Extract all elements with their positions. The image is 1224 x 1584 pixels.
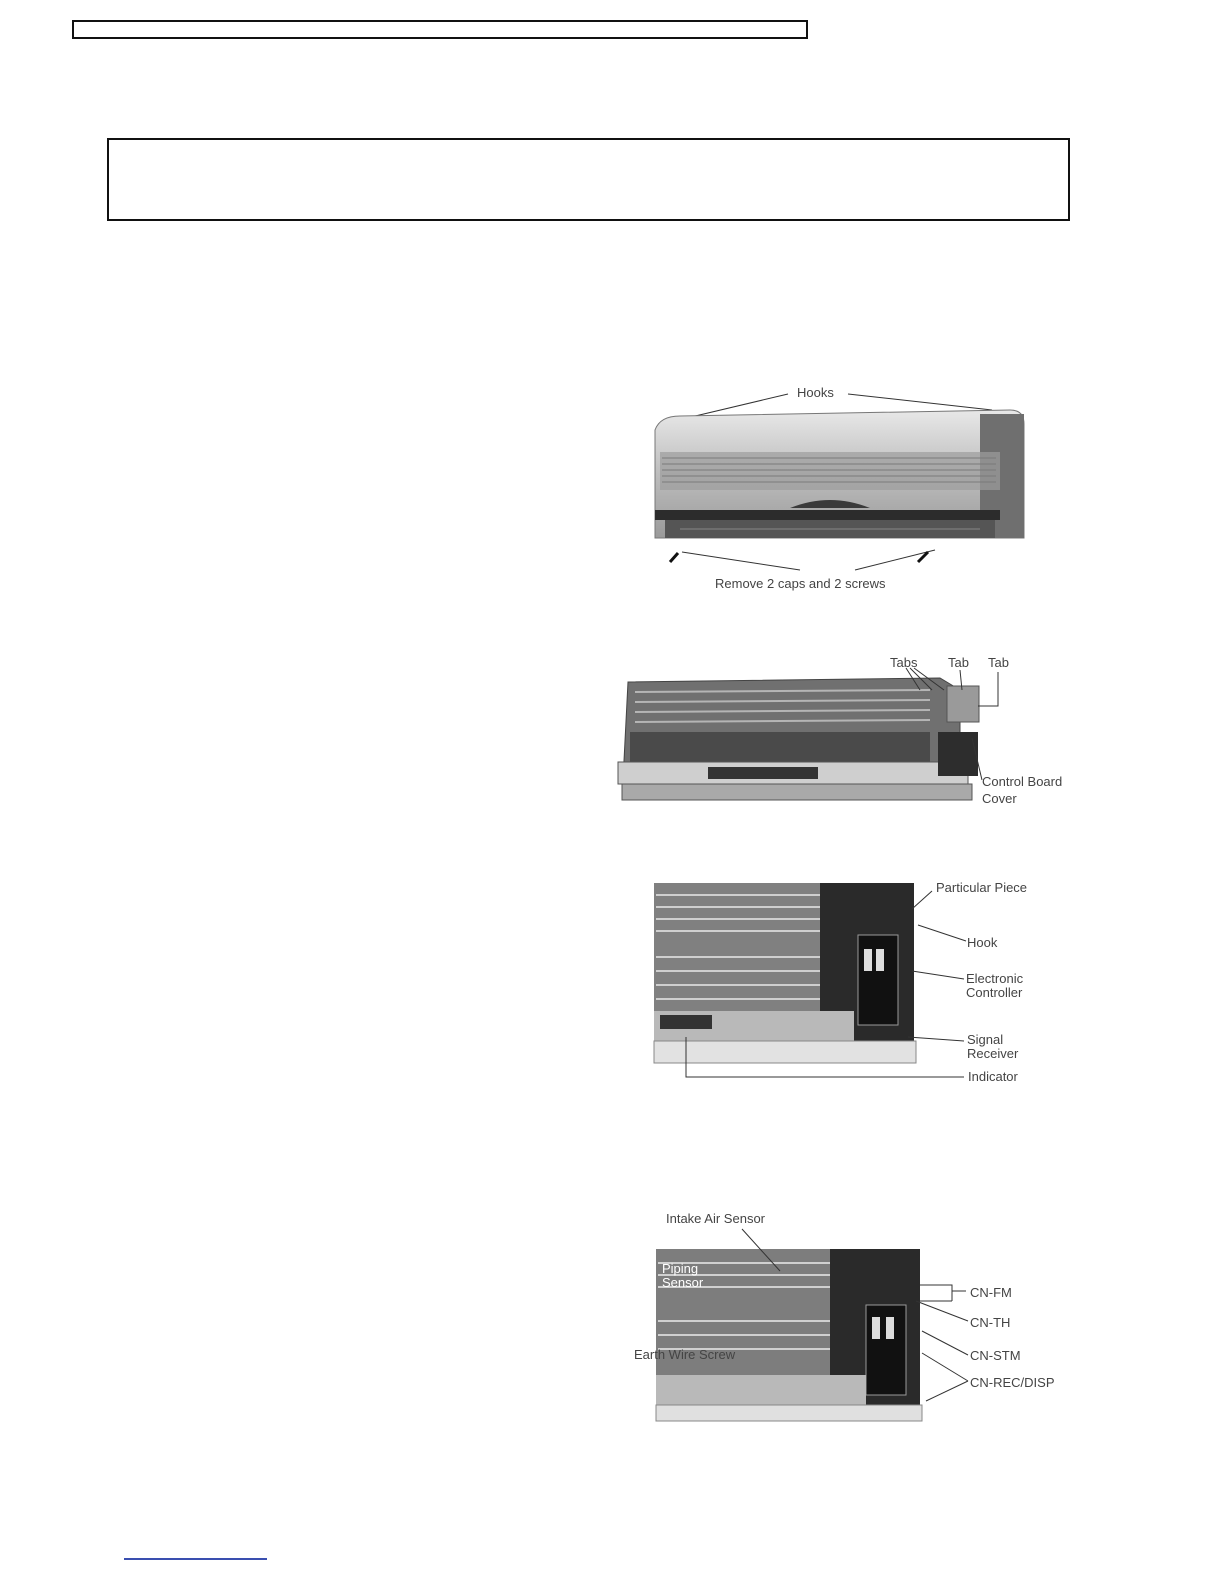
cn-rec-disp-label: CN-REC/DISP — [970, 1375, 1055, 1390]
electronic-controller-label-1: Electronic — [966, 971, 1024, 986]
control-board-cover-label-2: Cover — [982, 791, 1017, 806]
indicator-label: Indicator — [968, 1069, 1018, 1084]
electronic-controller-label-2: Controller — [966, 985, 1023, 1000]
piping-sensor-label-2: Sensor — [662, 1275, 704, 1290]
tab-label-1: Tab — [948, 655, 969, 670]
figure-electronic-controller — [650, 875, 1070, 1090]
cn-stm-label: CN-STM — [970, 1348, 1021, 1363]
footer-link-underline[interactable] — [124, 1558, 267, 1560]
header-bar — [72, 20, 808, 39]
figure-connectors — [630, 1205, 1080, 1430]
notice-box — [107, 138, 1070, 221]
figure-control-cover — [610, 650, 1080, 820]
intake-air-sensor-label: Intake Air Sensor — [666, 1211, 765, 1226]
piping-sensor-label-1: Piping — [662, 1261, 699, 1276]
connectors-illustration — [630, 1205, 1080, 1430]
control-board-cover-label-1: Control Board — [982, 774, 1063, 789]
indoor-unit-illustration — [640, 380, 1060, 600]
particular-piece-label: Particular Piece — [936, 880, 1028, 895]
hooks-label: Hooks — [797, 385, 834, 400]
tabs-label: Tabs — [890, 655, 918, 670]
tab-label-2: Tab — [988, 655, 1009, 670]
signal-receiver-label-1: Signal — [967, 1032, 1004, 1047]
earth-wire-screw-label: Earth Wire Screw — [634, 1347, 736, 1362]
cn-th-label: CN-TH — [970, 1315, 1011, 1330]
figure-front-panel — [640, 380, 1060, 600]
cn-fm-label: CN-FM — [970, 1285, 1012, 1300]
hook-label: Hook — [967, 935, 998, 950]
remove-caps-label: Remove 2 caps and 2 screws — [715, 576, 886, 591]
signal-receiver-label-2: Receiver — [967, 1046, 1019, 1061]
